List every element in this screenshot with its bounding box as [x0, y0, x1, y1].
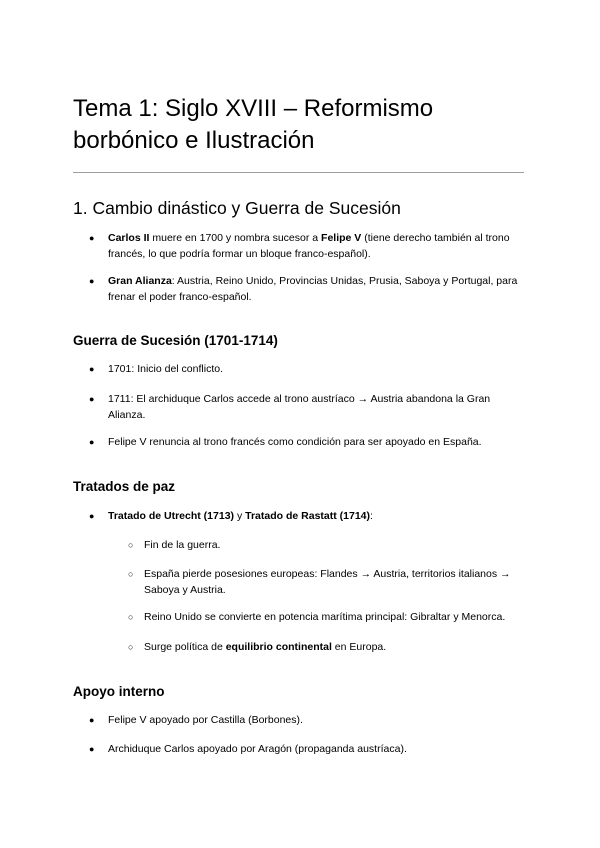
hollow-bullet-icon: ○	[128, 642, 134, 652]
bullet-icon: ●	[89, 511, 95, 521]
apoyo-heading: Apoyo interno	[73, 684, 165, 699]
sub-list-item: ○ Fin de la guerra.	[128, 539, 221, 551]
title-divider	[73, 172, 524, 173]
sub-list-item: ○ España pierde posesiones europeas: Flandes → Austria, territorios italianos → Saboya y Austria.	[128, 568, 511, 596]
bullet-icon: ●	[89, 744, 95, 754]
guerra-heading: Guerra de Sucesión (1701-1714)	[73, 333, 278, 348]
bullet-icon: ●	[89, 233, 95, 243]
list-item: ● Gran Alianza: Austria, Reino Unido, Provincias Unidas, Prusia, Saboya y Portugal, para frenar el poder franco-español.	[89, 275, 518, 303]
hollow-bullet-icon: ○	[128, 540, 134, 550]
bullet-icon: ●	[89, 715, 95, 725]
title-line-2: borbónico e Ilustración	[73, 127, 315, 154]
bullet-icon: ●	[89, 394, 95, 404]
list-item: ● 1701: Inicio del conflicto.	[89, 363, 223, 375]
list-item: ● Archiduque Carlos apoyado por Aragón (propaganda austríaca).	[89, 743, 407, 755]
list-item: ● 1711: El archiduque Carlos accede al trono austríaco → Austria abandona la Gran Alianza.	[89, 393, 491, 421]
list-item: ● Tratado de Utrecht (1713) y Tratado de Rastatt (1714):	[89, 510, 373, 522]
sub-list-item: ○ Surge política de equilibrio continental en Europa.	[128, 641, 387, 653]
sub-list-item: ○ Reino Unido se convierte en potencia marítima principal: Gibraltar y Menorca.	[128, 611, 506, 623]
bullet-icon: ●	[89, 276, 95, 286]
bullet-icon: ●	[89, 364, 95, 374]
list-item: ● Carlos II muere en 1700 y nombra sucesor a Felipe V (tiene derecho también al trono francés, lo que podría formar un bloque franco-español).	[89, 232, 510, 260]
section-heading-1: 1. Cambio dinástico y Guerra de Sucesión	[73, 198, 401, 218]
hollow-bullet-icon: ○	[128, 569, 134, 579]
bullet-icon: ●	[89, 437, 95, 447]
document-title	[73, 93, 543, 157]
tratados-heading: Tratados de paz	[73, 479, 176, 494]
list-item: ● Felipe V apoyado por Castilla (Borbones).	[89, 714, 303, 726]
title-line-1: Tema 1: Siglo XVIII – Reformismo	[73, 95, 434, 122]
hollow-bullet-icon: ○	[128, 612, 134, 622]
list-item: ● Felipe V renuncia al trono francés como condición para ser apoyado en España.	[89, 436, 482, 448]
